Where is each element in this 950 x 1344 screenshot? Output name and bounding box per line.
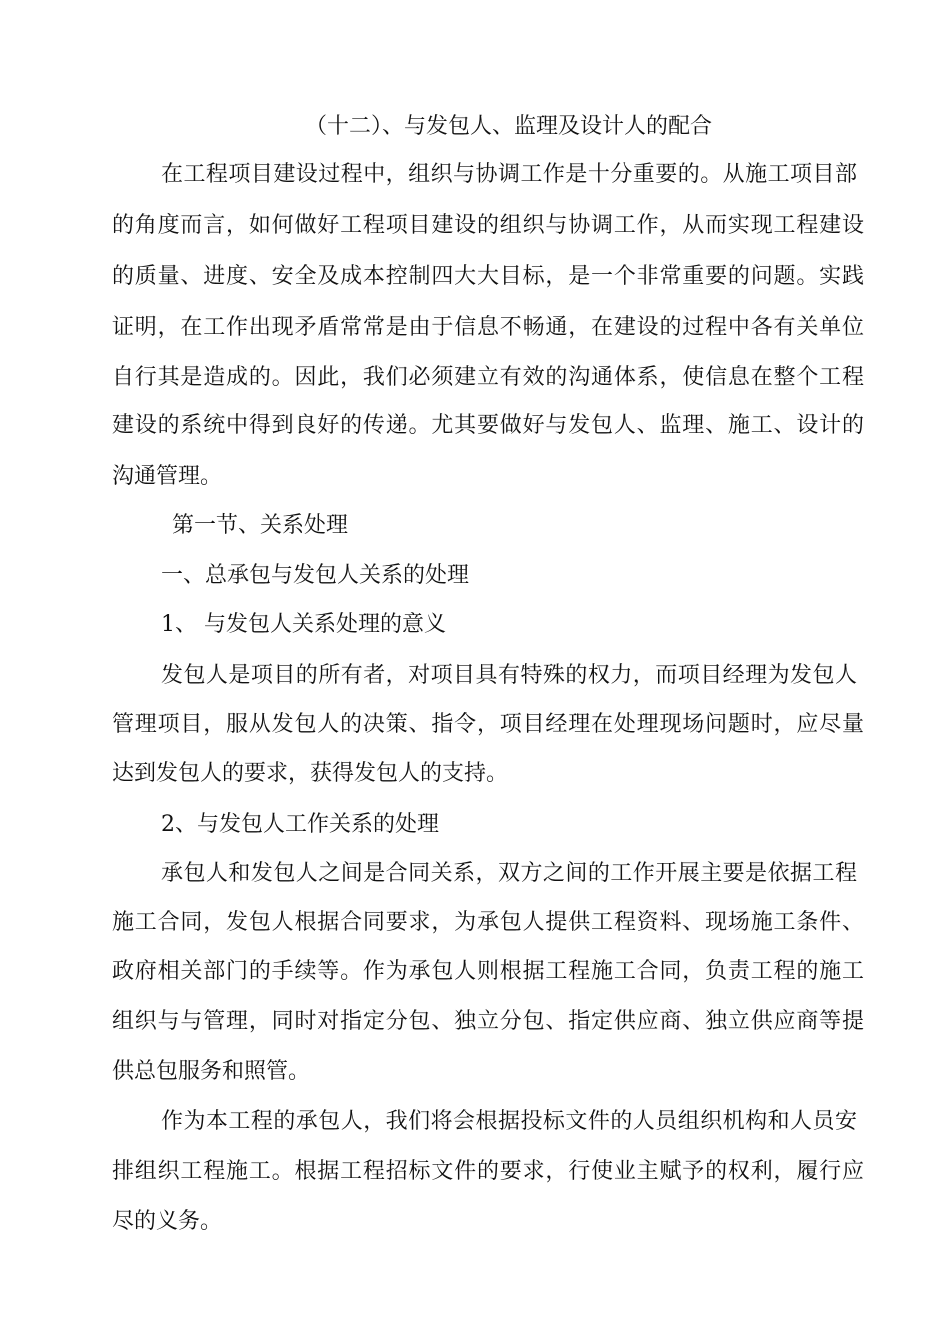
item-title: 2、与发包人工作关系的处理 bbox=[161, 812, 439, 837]
paragraph-line: 证明，在工作出现矛盾常常是由于信息不畅通，在建设的过程中各有关单位 bbox=[112, 315, 864, 340]
item-title: 1、 与发包人关系处理的意义 bbox=[161, 612, 446, 637]
paragraph-line: 达到发包人的要求，获得发包人的支持。 bbox=[112, 761, 509, 786]
paragraph-line: 发包人是项目的所有者，对项目具有特殊的权力，而项目经理为发包人 bbox=[161, 663, 857, 688]
paragraph-line: 的质量、进度、安全及成本控制四大大目标，是一个非常重要的问题。实践 bbox=[112, 264, 864, 289]
paragraph-line: 施工合同，发包人根据合同要求，为承包人提供工程资料、现场施工条件、 bbox=[112, 910, 864, 935]
paragraph-line: 在工程项目建设过程中，组织与协调工作是十分重要的。从施工项目部 bbox=[161, 162, 857, 187]
paragraph-line: 尽的义务。 bbox=[112, 1209, 223, 1234]
paragraph-line: 政府相关部门的手续等。作为承包人则根据工程施工合同，负责工程的施工 bbox=[112, 959, 864, 984]
paragraph-line: 的角度而言，如何做好工程项目建设的组织与协调工作，从而实现工程建设 bbox=[112, 213, 864, 238]
paragraph-line: 建设的系统中得到良好的传递。尤其要做好与发包人、监理、施工、设计的 bbox=[112, 413, 864, 438]
paragraph-line: 作为本工程的承包人，我们将会根据投标文件的人员组织机构和人员安 bbox=[161, 1109, 857, 1134]
paragraph-line: 供总包服务和照管。 bbox=[112, 1059, 311, 1084]
section-heading: （十二）、与发包人、监理及设计人的配合 bbox=[305, 114, 713, 139]
paragraph-line: 排组织工程施工。根据工程招标文件的要求，行使业主赋予的权利，履行应 bbox=[112, 1159, 864, 1184]
paragraph-line: 组织与与管理，同时对指定分包、独立分包、指定供应商、独立供应商等提 bbox=[112, 1009, 864, 1034]
paragraph-line: 沟通管理。 bbox=[112, 464, 223, 489]
paragraph-line: 管理项目，服从发包人的决策、指令，项目经理在处理现场问题时，应尽量 bbox=[112, 712, 864, 737]
paragraph-line: 承包人和发包人之间是合同关系，双方之间的工作开展主要是依据工程 bbox=[161, 861, 857, 886]
paragraph-line: 自行其是造成的。因此，我们必须建立有效的沟通体系，使信息在整个工程 bbox=[112, 365, 864, 390]
subsection-title: 一、总承包与发包人关系的处理 bbox=[161, 563, 470, 588]
chapter-title: 第一节、关系处理 bbox=[172, 513, 349, 538]
